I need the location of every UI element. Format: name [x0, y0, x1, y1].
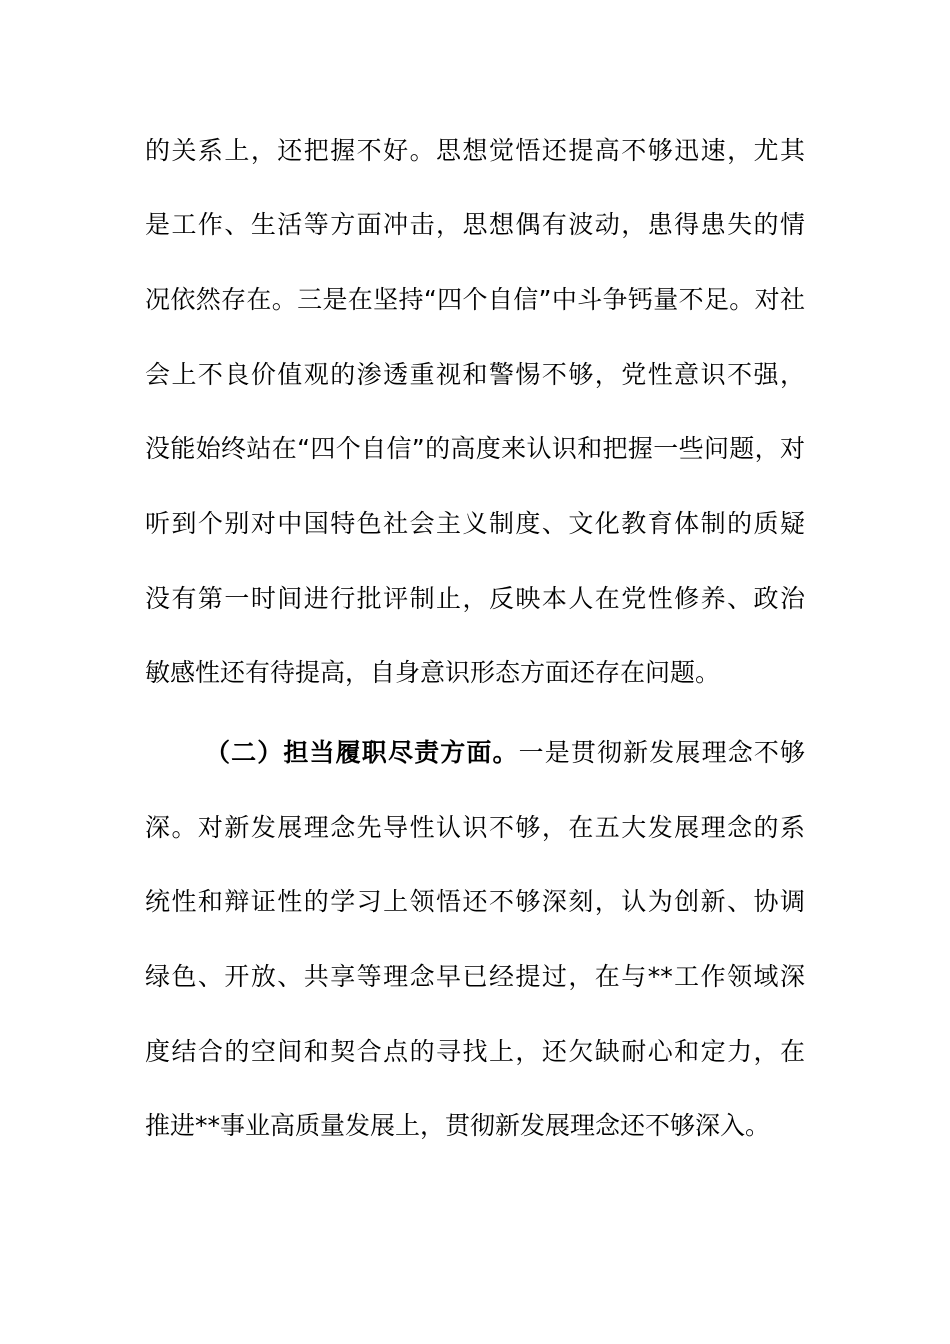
text-line: 绿色、开放、共享等理念早已经提过，在与**工作领域深 — [145, 962, 805, 991]
text-line: 度结合的空间和契合点的寻找上，还欠缺耐心和定力，在 — [145, 1037, 805, 1066]
text-line: 推进**事业高质量发展上，贯彻新发展理念还不够深入。 — [145, 1111, 771, 1140]
text-line: 会上不良价值观的渗透重视和警惕不够，党性意识不强， — [145, 360, 805, 389]
text-line: 没有第一时间进行批评制止，反映本人在党性修养、政治 — [145, 584, 805, 613]
text-line: 况依然存在。三是在坚持“四个自信”中斗争钙量不足。对社 — [145, 285, 805, 314]
text-line-first — [145, 733, 805, 773]
heading-continuation: 一是贯彻新发展理念不够 — [518, 738, 805, 767]
section-heading: （二）担当履职尽责方面。 — [205, 738, 519, 767]
text-line: 深。对新发展理念先导性认识不够，在五大发展理念的系 — [145, 813, 805, 842]
text-line: 没能始终站在“四个自信”的高度来认识和把握一些问题，对 — [145, 434, 805, 463]
text-line: 统性和辩证性的学习上领悟还不够深刻，认为创新、协调 — [145, 887, 805, 916]
text-line: 的关系上，还把握不好。思想觉悟还提高不够迅速，尤其 — [145, 136, 805, 165]
text-line: 敏感性还有待提高，自身意识形态方面还存在问题。 — [145, 658, 721, 687]
text-line: 是工作、生活等方面冲击，思想偶有波动，患得患失的情 — [145, 210, 805, 239]
text-line: 听到个别对中国特色社会主义制度、文化教育体制的质疑 — [145, 509, 805, 538]
